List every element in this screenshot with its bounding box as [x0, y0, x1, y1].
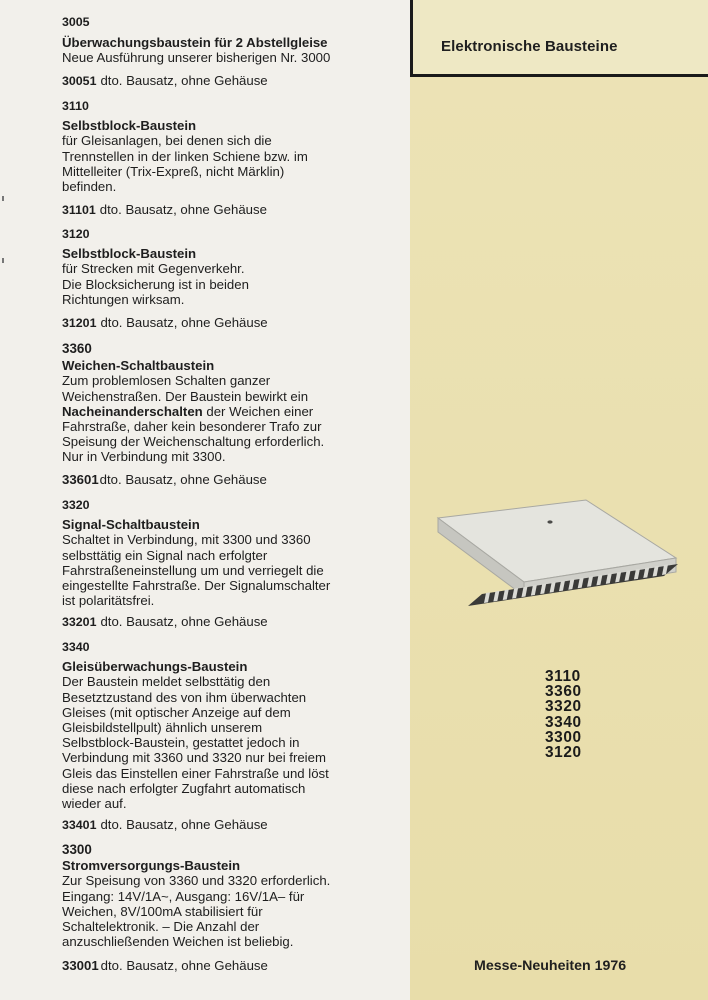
- header-box: [410, 0, 708, 77]
- product-desc-line: Verbindung mit 3360 und 3320 nur bei freiem: [62, 750, 326, 766]
- product-name: Weichen-Schaltbaustein: [62, 358, 215, 374]
- kit-number: 31101: [62, 203, 96, 217]
- product-desc-line: Eingang: 14V/1A~, Ausgang: 16V/1A– für: [62, 888, 305, 904]
- product-3360: [62, 341, 402, 465]
- kit-number: 33601: [62, 472, 99, 487]
- product-desc-line: Zum problemlosen Schalten ganzer: [62, 373, 271, 389]
- product-desc-line: anzuschließenden Weichen ist beliebig.: [62, 934, 294, 950]
- product-desc-line: Gleises (mit optischer Anzeige auf dem: [62, 704, 291, 720]
- product-name: Selbstblock-Baustein: [62, 118, 197, 134]
- product-name: Selbstblock-Baustein: [62, 246, 197, 262]
- kit-number: 33201: [62, 615, 97, 629]
- product-desc-line: wieder auf.: [62, 796, 127, 812]
- product-desc-line: Besetztzustand des von ihm überwachten: [62, 689, 307, 705]
- kit-text: dto. Bausatz, ohne Gehäuse: [100, 73, 268, 88]
- kit-line: [62, 472, 267, 487]
- kit-text: dto. Bausatz, ohne Gehäuse: [99, 202, 267, 217]
- kit-line: [62, 817, 268, 833]
- product-number: 3120: [62, 227, 90, 241]
- product-desc-line: diese nach erfolgter Zugfahrt automatisch: [62, 780, 306, 796]
- kit-number: 31201: [62, 316, 97, 330]
- kit-number: 33001: [62, 958, 99, 973]
- product-number: 3110: [62, 99, 89, 113]
- product-desc-line: Speisung der Weichenschaltung erforderlich.: [62, 434, 325, 450]
- product-desc-line: Neue Ausführung unserer bisherigen Nr. 3000: [62, 50, 331, 66]
- product-3110: [62, 99, 402, 194]
- kit-line: [62, 315, 268, 331]
- product-desc-line: Fahrstraße, daher kein besonderer Trafo zur: [62, 419, 322, 435]
- kit-line: [62, 614, 268, 630]
- product-number: 3005: [62, 15, 90, 29]
- kit-text: dto. Bausatz, ohne Gehäuse: [100, 817, 268, 832]
- product-desc-line-mixed: [62, 404, 402, 419]
- kit-number: 33401: [62, 818, 97, 832]
- product-3120: [62, 227, 402, 307]
- module-box-illustration: [428, 490, 686, 620]
- product-name: Signal-Schaltbaustein: [62, 517, 200, 533]
- product-desc-fragment: der Weichen einer: [202, 403, 314, 419]
- kit-text: dto. Bausatz, ohne Gehäuse: [100, 958, 268, 973]
- product-3005: [62, 15, 402, 66]
- product-desc-line: eingestellte Fahrstraße. Der Signalumschalter: [62, 578, 331, 594]
- product-desc-line: Der Baustein meldet selbsttätig den: [62, 674, 271, 690]
- model-number-list: [545, 669, 582, 760]
- product-desc-line: Nur in Verbindung mit 3300.: [62, 449, 226, 465]
- kit-text: dto. Bausatz, ohne Gehäuse: [99, 472, 267, 487]
- product-desc-line: Weichen, 8V/100mA stabilisiert für: [62, 903, 263, 919]
- product-desc-line: Weichenstraßen. Der Baustein bewirkt ein: [62, 388, 309, 404]
- product-name: Stromversorgungs-Baustein: [62, 858, 241, 874]
- product-name: Überwachungsbaustein für 2 Abstellgleise: [62, 35, 328, 51]
- product-desc-line: für Gleisanlagen, bei denen sich die: [62, 133, 272, 149]
- model-number: 3340: [545, 713, 582, 731]
- emphasis: Nacheinanderschalten: [62, 403, 203, 419]
- kit-number: 30051: [62, 74, 97, 88]
- margin-mark: [2, 196, 4, 201]
- product-number: 3360: [62, 341, 92, 356]
- product-desc-line: Fahrstraßeneinstellung um und verriegelt die: [62, 562, 324, 578]
- product-desc-line: selbsttätig ein Signal nach erfolgter: [62, 547, 268, 563]
- product-desc-line: ist polaritätsfrei.: [62, 593, 155, 609]
- product-desc-line: Schaltet in Verbindung, mit 3300 und 3360: [62, 532, 311, 548]
- kit-text: dto. Bausatz, ohne Gehäuse: [100, 614, 268, 629]
- product-desc-line: befinden.: [62, 179, 117, 195]
- product-name: Gleisüberwachungs-Baustein: [62, 659, 248, 675]
- kit-line: [62, 202, 267, 218]
- product-desc-line: für Strecken mit Gegenverkehr.: [62, 261, 245, 277]
- product-desc-line: Schaltelektronik. – Die Anzahl der: [62, 919, 260, 935]
- product-desc-line: Mittelleiter (Trix-Expreß, nicht Märklin): [62, 163, 285, 179]
- margin-mark: [2, 258, 4, 263]
- model-number: 3120: [545, 744, 582, 762]
- footer-title: Messe-Neuheiten 1976: [474, 958, 627, 974]
- page-title: Elektronische Bausteine: [441, 38, 618, 55]
- model-number: 3320: [545, 698, 582, 716]
- product-desc-line: Gleis das Einstellen einer Fahrstraße und löst: [62, 765, 329, 781]
- product-number: 3300: [62, 842, 92, 857]
- product-desc-line: Trennstellen in der linken Schiene bzw. im: [62, 148, 308, 164]
- product-desc-line: Richtungen wirksam.: [62, 291, 185, 307]
- kit-line: [62, 958, 268, 973]
- model-number: 3300: [545, 728, 582, 746]
- product-desc-line: Gleisbildstellpult) ähnlich unserem: [62, 720, 263, 736]
- kit-text: dto. Bausatz, ohne Gehäuse: [100, 315, 268, 330]
- product-3300: [62, 842, 402, 949]
- product-number: 3340: [62, 640, 90, 654]
- product-desc-line: Selbstblock-Baustein, gestattet jedoch in: [62, 735, 300, 751]
- product-desc-line: Zur Speisung von 3360 und 3320 erforderlich.: [62, 873, 331, 889]
- product-desc-line: Die Blocksicherung ist in beiden: [62, 276, 249, 292]
- kit-line: [62, 73, 268, 89]
- model-number: 3360: [545, 683, 582, 701]
- product-3340: [62, 640, 402, 811]
- screw-hole-icon: [547, 520, 552, 523]
- product-number: 3320: [62, 498, 90, 512]
- model-number: 3110: [545, 668, 581, 685]
- product-3320: [62, 498, 402, 608]
